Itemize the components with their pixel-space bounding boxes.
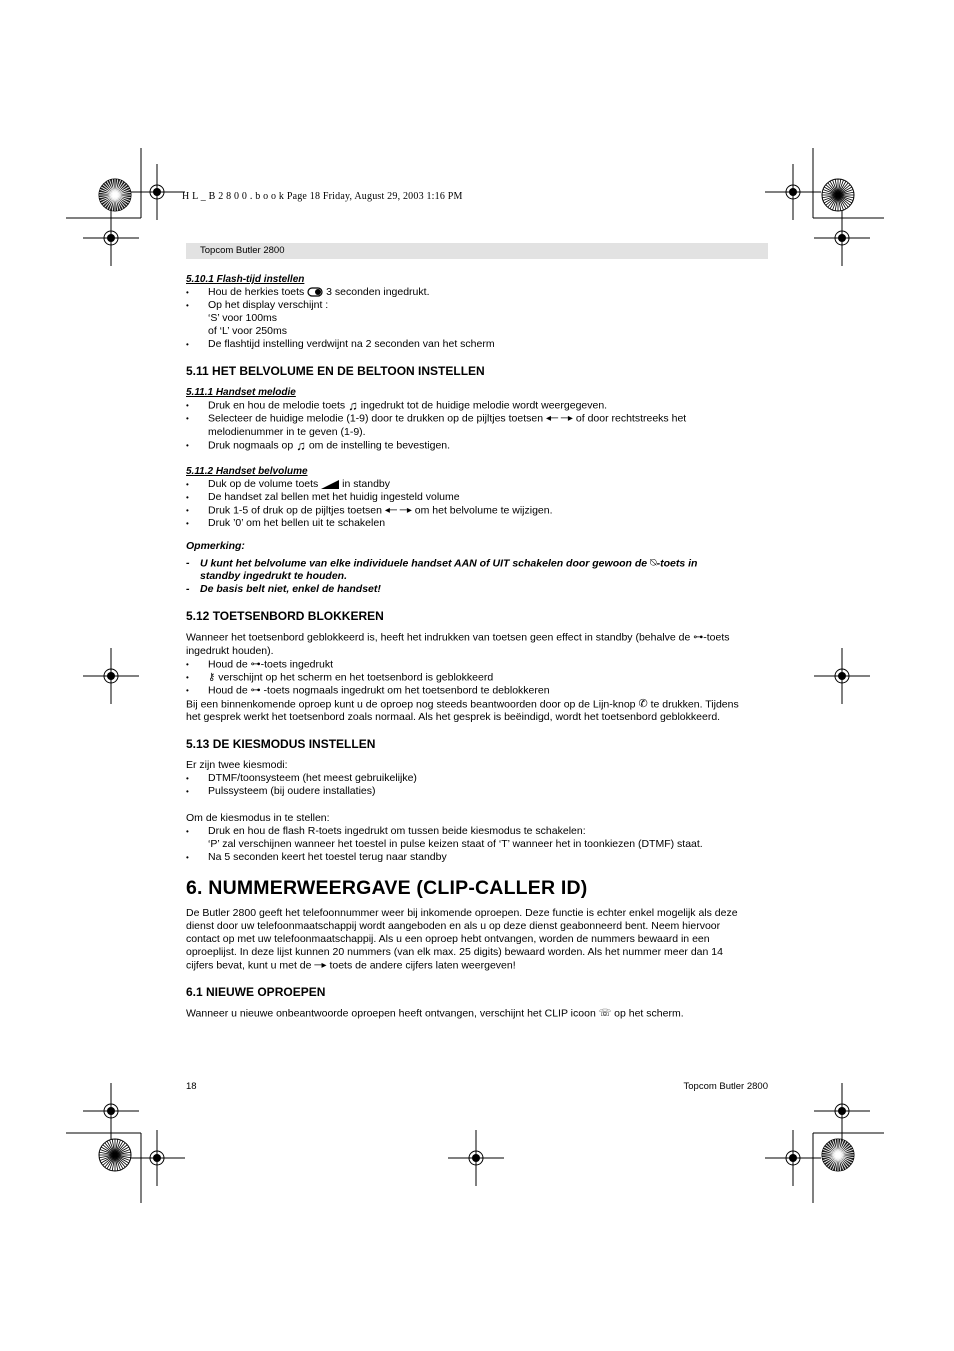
melody-icon: ♫ — [348, 398, 358, 413]
display-line-s: ‘S’ voor 100ms — [208, 312, 278, 324]
crosshair-mark — [765, 164, 821, 220]
crosshair-mark — [765, 1130, 821, 1186]
paragraph: Wanneer u nieuwe onbeantwoorde oproepen heeft ontvangen, verschijnt het CLIP icoon ☏ op het scherm. — [186, 1007, 684, 1020]
running-header: Topcom Butler 2800 — [200, 245, 285, 256]
arrow-right-icon: ─▸ — [314, 959, 327, 971]
redial-key-icon — [307, 287, 323, 297]
line-key-icon: ✆ — [638, 697, 648, 710]
page-number: 18 — [186, 1081, 197, 1092]
list-item: • Hou de herkies toets 3 seconden ingedrukt. — [186, 286, 768, 299]
section-5-11-1-title: 5.11.1 Handset melodie — [186, 387, 296, 398]
list-item: • Druk ’0’ om het bellen uit te schakelen — [186, 517, 768, 530]
clip-icon: ☏ — [598, 1008, 612, 1020]
key-lock-icon: ⊶ — [250, 658, 261, 670]
starburst-mark — [99, 1139, 131, 1171]
list-item: • Na 5 seconden keert het toestel terug naar standby — [186, 851, 768, 864]
list-item: • Pulssysteem (bij oudere installaties) — [186, 785, 768, 798]
key-lock-icon: ⊶ — [250, 685, 261, 697]
list-item: • Duk op de volume toets in standby — [186, 478, 768, 491]
melody-icon: ♫ — [296, 437, 306, 453]
crosshair-mark — [83, 1083, 139, 1139]
list-item: • ⚷ verschijnt op het scherm en het toetsenbord is geblokkeerd — [186, 671, 768, 684]
paragraph: Er zijn twee kiesmodi: — [186, 758, 288, 771]
crosshair-mark — [814, 1083, 870, 1139]
volume-key-icon — [321, 480, 339, 489]
paragraph: Wanneer het toetsenbord geblokkeerd is, heeft het indrukken van toetsen geen effect in standby (behalve de ⊶-toets — [186, 631, 730, 644]
paragraph-line: contact op met uw telefoonmaatschappij. Als u een oproep hebt ontvangen, worden de nummers bewaard in een — [186, 932, 710, 945]
list-item: • Druk en hou de melodie toets ♫ ingedrukt tot de huidige melodie wordt weergegeven. — [186, 399, 768, 412]
paragraph-continued: ingedrukt houden). — [186, 644, 274, 657]
print-header: H L _ B 2 8 0 0 . b o o k Page 18 Friday, August 29, 2003 1:16 PM — [182, 191, 463, 202]
note-title: Opmerking: — [186, 540, 245, 553]
paragraph-continued: het gesprek werkt het toetsenbord zoals normaal. Als het gesprek is beëindigd, wordt het toetsenbord geblokkeerd. — [186, 710, 721, 723]
crosshair-mark — [814, 648, 870, 704]
list-item: • Druk nogmaals op ♫ om de instelling te bevestigen. — [186, 439, 768, 452]
list-item: • De handset zal bellen met het huidig ingesteld volume — [186, 491, 768, 504]
list-item: • DTMF/toonsysteem (het meest gebruikelijke) — [186, 772, 768, 785]
section-5-10-1-title: 5.10.1 Flash-tijd instellen — [186, 274, 305, 285]
note-item: - U kunt het belvolume van elke individuele handset AAN of UIT schakelen door gewoon de ⍉-toets in — [186, 557, 698, 570]
starburst-mark — [822, 179, 854, 211]
crosshair-mark — [129, 1130, 185, 1186]
note-item-continued: standby ingedrukt te houden. — [200, 570, 348, 583]
crosshair-mark — [83, 648, 139, 704]
crosshair-mark — [814, 210, 870, 266]
list-item: • De flashtijd instelling verdwijnt na 2 seconden van het scherm — [186, 338, 768, 351]
crosshair-mark — [129, 164, 185, 220]
key-icon: ⚷ — [208, 671, 216, 683]
list-item: • Selecteer de huidige melodie (1-9) door te drukken op de pijltjes toetsen ◂─ ─▸ of door rechtstreeks het — [186, 412, 768, 425]
starburst-mark — [822, 1139, 854, 1171]
paragraph-line: oproeplijst. In deze lijst kunnen 20 nummers (van elk max. 25 digits) bewaard worden. Als het nummer meer dan 14 — [186, 945, 723, 958]
bell-off-icon: ⍉ — [650, 557, 657, 570]
section-5-12-title: 5.12 TOETSENBORD BLOKKEREN — [186, 609, 384, 624]
chapter-6-title: 6. NUMMERWEERGAVE (CLIP-CALLER ID) — [186, 876, 588, 899]
section-5-11-title: 5.11 HET BELVOLUME EN DE BELTOON INSTELLEN — [186, 364, 485, 378]
paragraph-line: De Butler 2800 geeft het telefoonnummer weer bij inkomende oproepen. Deze functie is echter enkel mogelijk als deze — [186, 906, 738, 919]
arrow-keys-icon: ◂─ ─▸ — [384, 504, 412, 516]
paragraph: Bij een binnenkomende oproep kunt u de oproep nog steeds beantwoorden door op de Lijn-knop ✆ te drukken. Tijdens — [186, 697, 739, 710]
page-body — [186, 270, 768, 1020]
list-item: • Houd de ⊶-toets ingedrukt — [186, 658, 768, 671]
paragraph-line: cijfers bevat, kunt u met de ─▸ toets de andere cijfers laten weergeven! — [186, 959, 516, 972]
paragraph-line: dienst door uw telefoonmaatschappij wordt aangeboden en als u op deze dienst geabonneerd bent. Neem hiervoor — [186, 919, 721, 932]
display-line-l: of ‘L’ voor 250ms — [208, 325, 287, 337]
section-5-13-title: 5.13 DE KIESMODUS INSTELLEN — [186, 736, 376, 751]
section-5-11-2-title: 5.11.2 Handset belvolume — [186, 465, 308, 477]
note-item: - De basis belt niet, enkel de handset! — [186, 583, 381, 596]
paragraph: Om de kiesmodus in te stellen: — [186, 811, 330, 824]
section-6-1-title: 6.1 NIEUWE OPROEPEN — [186, 985, 326, 1000]
list-item: • Druk en hou de flash R-toets ingedrukt om tussen beide kiesmodus te schakelen: — [186, 825, 768, 838]
crosshair-mark — [83, 210, 139, 266]
running-header-band — [186, 243, 768, 259]
key-lock-icon: ⊶ — [693, 632, 704, 644]
starburst-mark — [99, 179, 131, 211]
list-item: • Op het display verschijnt : — [186, 299, 768, 312]
list-item: • Houd de ⊶ -toets nogmaals ingedrukt om het toetsenbord te deblokkeren — [186, 684, 768, 697]
arrow-keys-icon: ◂─ ─▸ — [545, 413, 573, 425]
list-item-continued: melodienummer in te geven (1-9). — [208, 425, 366, 438]
footer-brand: Topcom Butler 2800 — [683, 1081, 768, 1092]
list-item-continued: ‘P’ zal verschijnen wanneer het toestel in pulse keizen staat of ‘T’ wanneer het in toonkiezen (DTMF) staat. — [208, 837, 703, 850]
list-item: • Druk 1-5 of druk op de pijltjes toetsen ◂─ ─▸ om het belvolume te wijzigen. — [186, 504, 768, 517]
crosshair-mark — [448, 1130, 504, 1186]
